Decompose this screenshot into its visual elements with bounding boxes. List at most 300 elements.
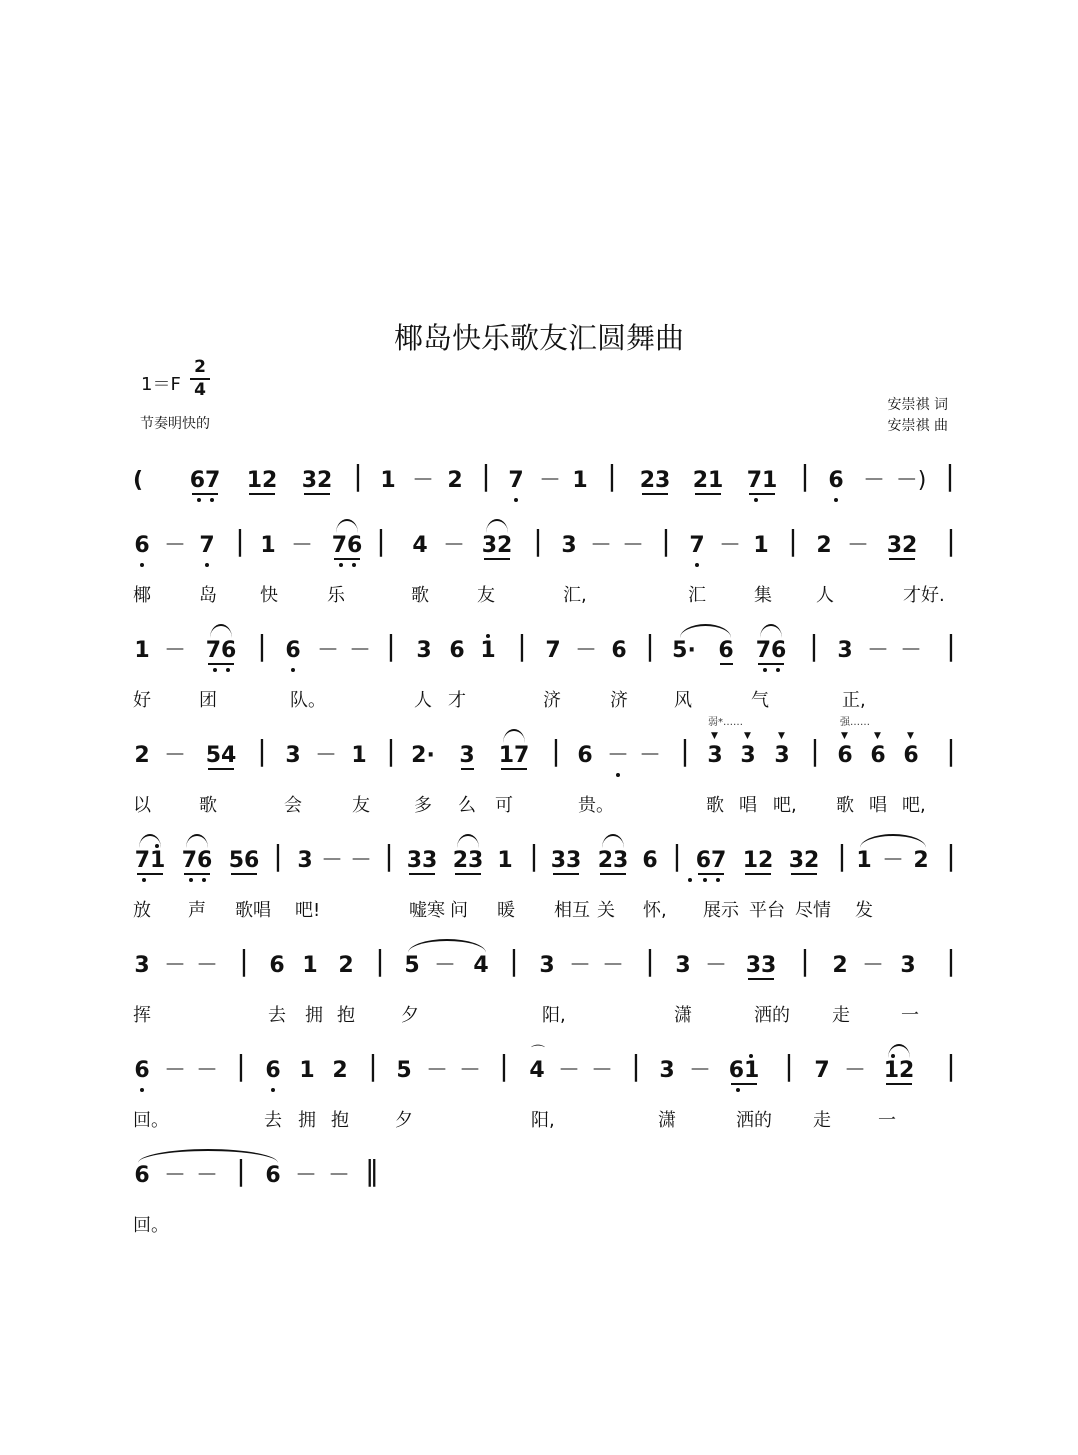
note: － [163, 1163, 186, 1188]
lyric-syllable: 尽情 [795, 900, 831, 921]
note-underline [249, 493, 275, 495]
note: 5· [672, 638, 696, 663]
note: －) [895, 468, 927, 493]
note: 2 [338, 953, 354, 978]
barline: | [946, 944, 956, 977]
music-system [0, 839, 1078, 886]
slur-arc [336, 519, 358, 533]
octave-high-dot [749, 1054, 753, 1058]
note: － [195, 953, 218, 978]
note: 7 [199, 533, 215, 558]
note: － [316, 638, 339, 663]
barline: | [235, 524, 245, 557]
note: 1 [497, 848, 513, 873]
accent-wedge: ▼ [874, 731, 881, 741]
note: 1 [351, 743, 367, 768]
slur-arc [457, 834, 479, 848]
note: 32 [788, 848, 820, 873]
lyric-syllable: 好 [133, 690, 151, 711]
note: 1 [753, 533, 769, 558]
slur-arc [139, 834, 161, 848]
note: 1 [480, 638, 496, 663]
note: 33 [550, 848, 582, 873]
note: － [574, 638, 597, 663]
lyric-syllable: 团 [199, 690, 217, 711]
note: 12 [246, 468, 278, 493]
note: 1 [302, 953, 318, 978]
octave-low-dot [140, 1088, 144, 1092]
lyric-syllable: 队。 [290, 690, 326, 711]
octave-low-dot [271, 1088, 275, 1092]
note-underline [886, 1083, 912, 1085]
lyric-syllable: 回。 [133, 1215, 169, 1236]
barline: | [499, 1049, 509, 1082]
lyric-syllable: 快 [260, 585, 278, 606]
note: － [327, 1163, 350, 1188]
lyric-syllable: 椰 [133, 585, 151, 606]
note: 33 [406, 848, 438, 873]
octave-low-dot [197, 498, 201, 502]
barline: | [257, 629, 267, 662]
note-underline [184, 873, 210, 875]
lyric-syllable: 么 [458, 795, 476, 816]
note: － [314, 743, 337, 768]
note: 67 [695, 848, 727, 873]
slur-arc [186, 834, 208, 848]
lyric-syllable: 吧, [773, 795, 797, 816]
lyric-syllable: 唱 [739, 795, 757, 816]
note: 6 [269, 953, 285, 978]
barline: | [680, 734, 690, 767]
barline: | [353, 459, 363, 492]
fermata-sign: ⌒ [531, 1045, 545, 1061]
barline: | [946, 629, 956, 662]
lyric-syllable: 友 [352, 795, 370, 816]
lyric-syllable: 关 [597, 900, 615, 921]
note: 6 [718, 638, 734, 663]
note: 5 [404, 953, 420, 978]
note: 3 [707, 743, 723, 768]
note-underline [600, 873, 626, 875]
note: 54 [205, 743, 237, 768]
note: 6 [903, 743, 919, 768]
lyric-syllable: 走 [813, 1110, 831, 1131]
note: 6 [642, 848, 658, 873]
note: － [195, 1058, 218, 1083]
barline: | [784, 1049, 794, 1082]
note: － [688, 1058, 711, 1083]
barline: | [800, 944, 810, 977]
barline: | [645, 629, 655, 662]
lyric-syllable: 歌唱 [235, 900, 271, 921]
note: 4 [529, 1058, 545, 1083]
note: ( [132, 468, 144, 493]
note: － [163, 638, 186, 663]
time-signature-bottom: 4 [194, 380, 206, 400]
note-underline [698, 873, 724, 875]
note: 2 [832, 953, 848, 978]
note: － [718, 533, 741, 558]
note: 6 [265, 1058, 281, 1083]
music-system [0, 1049, 1078, 1096]
barline: | [661, 524, 671, 557]
note: － [601, 953, 624, 978]
barline: | [788, 524, 798, 557]
note: 71 [746, 468, 778, 493]
lyric-syllable: 夕 [401, 1005, 419, 1026]
note: 12 [742, 848, 774, 873]
lyric-syllable: 相互 [554, 900, 590, 921]
accent-wedge: ▼ [907, 731, 914, 741]
barline: | [945, 459, 955, 492]
note: － [163, 533, 186, 558]
accent-wedge: ▼ [711, 731, 718, 741]
note: － [866, 638, 889, 663]
note: － [348, 638, 371, 663]
note: 76 [181, 848, 213, 873]
note-underline [231, 873, 257, 875]
lyric-syllable: 汇, [563, 585, 587, 606]
barline: | [386, 629, 396, 662]
note-underline [137, 873, 163, 875]
lyric-syllable: 岛 [199, 585, 217, 606]
barline: | [645, 944, 655, 977]
barline: | [257, 734, 267, 767]
lyric-syllable: 一 [878, 1110, 896, 1131]
barline: | [631, 1049, 641, 1082]
note: － [195, 1163, 218, 1188]
lyric-syllable: 多 [414, 795, 432, 816]
note: － [590, 1058, 613, 1083]
note: 76 [755, 638, 787, 663]
note: 3 [285, 743, 301, 768]
note: 23 [639, 468, 671, 493]
note: 67 [189, 468, 221, 493]
music-system [0, 629, 1078, 676]
note: 4 [412, 533, 428, 558]
note: － [458, 1058, 481, 1083]
note: － [638, 743, 661, 768]
note-underline [461, 768, 474, 770]
lyric-syllable: 回。 [133, 1110, 169, 1131]
note-underline [748, 978, 774, 980]
barline: | [946, 1049, 956, 1082]
lyric-syllable: 才 [448, 690, 466, 711]
lyric-syllable: 济 [610, 690, 628, 711]
barline: | [946, 524, 956, 557]
note: 1 [380, 468, 396, 493]
lyricist-credit: 安崇祺 词 [887, 397, 948, 413]
barline: | [236, 1049, 246, 1082]
note: － [442, 533, 465, 558]
octave-low-dot [754, 498, 758, 502]
lyric-syllable: 阳, [542, 1005, 566, 1026]
lyric-syllable: 暖 [497, 900, 515, 921]
note: 1 [260, 533, 276, 558]
note: 6 [611, 638, 627, 663]
note: 3 [134, 953, 150, 978]
note-underline [695, 493, 721, 495]
barline: | [239, 944, 249, 977]
barline: | [946, 734, 956, 767]
lyric-syllable: 潇 [658, 1110, 676, 1131]
note: 7 [508, 468, 524, 493]
slur-arc [888, 1044, 910, 1058]
lyric-syllable: 歌 [706, 795, 724, 816]
note: － [163, 1058, 186, 1083]
lyric-syllable: 发 [855, 900, 873, 921]
lyric-syllable: 洒的 [754, 1005, 790, 1026]
note: 56 [228, 848, 260, 873]
note-underline [192, 493, 218, 495]
music-system [0, 459, 1078, 506]
note-underline [409, 873, 435, 875]
dynamic-strong: 强…… [840, 717, 870, 728]
composer-credit: 安崇祺 曲 [887, 418, 948, 434]
note: － [163, 953, 186, 978]
octave-low-dot [202, 878, 206, 882]
note: － [163, 743, 186, 768]
note: 7 [545, 638, 561, 663]
note: 1 [572, 468, 588, 493]
lyric-syllable: 以 [133, 795, 151, 816]
dynamic-weak: 弱*…… [708, 717, 743, 728]
slur-arc [680, 624, 731, 638]
lyric-syllable: 风 [674, 690, 692, 711]
note: 3 [297, 848, 313, 873]
lyric-syllable: 人 [816, 585, 834, 606]
octave-low-dot [763, 668, 767, 672]
note: 3 [837, 638, 853, 663]
octave-low-dot [616, 773, 620, 777]
octave-low-dot [189, 878, 193, 882]
barline: | [672, 839, 682, 872]
octave-low-dot [140, 563, 144, 567]
note: 33 [745, 953, 777, 978]
lyric-syllable: 可 [495, 795, 513, 816]
barline: | [376, 524, 386, 557]
octave-low-dot [213, 668, 217, 672]
note: － [862, 468, 885, 493]
note: － [538, 468, 561, 493]
tempo-marking: 节奏明快的 [140, 416, 210, 432]
final-barline: ‖ [365, 1154, 379, 1187]
octave-low-dot [688, 878, 692, 882]
lyric-syllable: 展示 [703, 900, 739, 921]
note: 7 [814, 1058, 830, 1083]
lyric-syllable: 平台 [749, 900, 785, 921]
note: － [846, 533, 869, 558]
lyric-syllable: 汇 [688, 585, 706, 606]
lyric-syllable: 抱 [331, 1110, 349, 1131]
slur-arc [503, 729, 525, 743]
note: － [568, 953, 591, 978]
lyric-syllable: 歌 [411, 585, 429, 606]
note: 1 [134, 638, 150, 663]
barline: | [607, 459, 617, 492]
note: － [349, 848, 372, 873]
time-signature-top: 2 [194, 357, 206, 377]
note: 2 [816, 533, 832, 558]
note: 3 [561, 533, 577, 558]
lyric-syllable: 声 [188, 900, 206, 921]
lyric-syllable: 贵。 [578, 795, 614, 816]
octave-low-dot [352, 563, 356, 567]
note-underline [501, 768, 527, 770]
lyric-syllable: 集 [754, 585, 772, 606]
note: 6 [449, 638, 465, 663]
note: 7 [689, 533, 705, 558]
octave-low-dot [226, 668, 230, 672]
octave-low-dot [142, 878, 146, 882]
note: 1 [856, 848, 872, 873]
note: 3 [416, 638, 432, 663]
note-underline [455, 873, 481, 875]
note-underline [208, 768, 234, 770]
note: 6 [837, 743, 853, 768]
note: 6 [265, 1163, 281, 1188]
note-underline [553, 873, 579, 875]
note: 61 [728, 1058, 760, 1083]
slur-arc [138, 1149, 278, 1163]
slur-arc [602, 834, 624, 848]
music-system [0, 1154, 1078, 1201]
note-underline [889, 558, 915, 560]
note-underline [484, 558, 510, 560]
note: － [704, 953, 727, 978]
lyric-syllable: 会 [284, 795, 302, 816]
note-underline [749, 493, 775, 495]
note: － [425, 1058, 448, 1083]
note: － [294, 1163, 317, 1188]
barline: | [375, 944, 385, 977]
lyric-syllable: 济 [543, 690, 561, 711]
note: 1 [299, 1058, 315, 1083]
barline: | [533, 524, 543, 557]
lyric-syllable: 怀, [643, 900, 667, 921]
slur-arc [210, 624, 232, 638]
note: － [621, 533, 644, 558]
lyric-syllable: 放 [133, 900, 151, 921]
note: 2· [411, 743, 435, 768]
note: － [589, 533, 612, 558]
note: 76 [331, 533, 363, 558]
barline: | [837, 839, 847, 872]
note: － [433, 953, 456, 978]
barline: | [368, 1049, 378, 1082]
lyric-syllable: 拥 [298, 1110, 316, 1131]
note-underline [745, 873, 771, 875]
octave-low-dot [339, 563, 343, 567]
lyric-syllable: 挥 [133, 1005, 151, 1026]
lyric-syllable: 友 [477, 585, 495, 606]
barline: | [509, 944, 519, 977]
lyric-syllable: 人 [414, 690, 432, 711]
lyric-syllable: 正, [842, 690, 866, 711]
barline: | [481, 459, 491, 492]
barline: | [236, 1154, 246, 1187]
note: 32 [481, 533, 513, 558]
note-underline [758, 663, 784, 665]
time-signature [190, 358, 210, 400]
note: 6 [870, 743, 886, 768]
note: 6 [134, 1163, 150, 1188]
octave-low-dot [514, 498, 518, 502]
lyric-syllable: 问 [450, 900, 468, 921]
note: 3 [459, 743, 475, 768]
octave-low-dot [291, 668, 295, 672]
octave-low-dot [716, 878, 720, 882]
lyric-syllable: 嘘寒 [409, 900, 445, 921]
note: 6 [285, 638, 301, 663]
lyric-syllable: 洒的 [736, 1110, 772, 1131]
slur-arc [408, 939, 486, 953]
note: 6 [134, 533, 150, 558]
note-underline [720, 663, 733, 665]
octave-low-dot [695, 563, 699, 567]
barline: | [386, 734, 396, 767]
note: 3 [774, 743, 790, 768]
note-underline [791, 873, 817, 875]
note-underline [642, 493, 668, 495]
note: － [843, 1058, 866, 1083]
note-underline [731, 1083, 757, 1085]
note: 6 [828, 468, 844, 493]
note: 3 [659, 1058, 675, 1083]
note: 23 [452, 848, 484, 873]
lyric-syllable: 才好. [903, 585, 945, 606]
lyric-syllable: 吧, [902, 795, 926, 816]
lyric-syllable: 潇 [674, 1005, 692, 1026]
octave-low-dot [703, 878, 707, 882]
octave-low-dot [205, 563, 209, 567]
barline: | [517, 629, 527, 662]
note: 3 [675, 953, 691, 978]
music-system [0, 524, 1078, 571]
accent-wedge: ▼ [841, 731, 848, 741]
note: － [861, 953, 884, 978]
barline: | [800, 459, 810, 492]
note: 2 [447, 468, 463, 493]
note: 4 [473, 953, 489, 978]
lyric-syllable: 唱 [869, 795, 887, 816]
octave-low-dot [736, 1088, 740, 1092]
note: 2 [332, 1058, 348, 1083]
lyric-syllable: 夕 [395, 1110, 413, 1131]
lyric-syllable: 乐 [327, 585, 345, 606]
note: － [899, 638, 922, 663]
note: 21 [692, 468, 724, 493]
accent-wedge: ▼ [744, 731, 751, 741]
note: － [557, 1058, 580, 1083]
barline: | [810, 734, 820, 767]
lyric-syllable: 抱 [337, 1005, 355, 1026]
note: － [606, 743, 629, 768]
note: 2 [134, 743, 150, 768]
note: 5 [396, 1058, 412, 1083]
page-title: 椰岛快乐歌友汇圆舞曲 [393, 321, 684, 355]
lyric-syllable: 气 [751, 690, 769, 711]
octave-low-dot [834, 498, 838, 502]
lyric-syllable: 拥 [305, 1005, 323, 1026]
note: 23 [597, 848, 629, 873]
note: 17 [498, 743, 530, 768]
lyric-syllable: 去 [264, 1110, 282, 1131]
note: 3 [900, 953, 916, 978]
lyric-syllable: 去 [268, 1005, 286, 1026]
note: 32 [301, 468, 333, 493]
barline: | [551, 734, 561, 767]
